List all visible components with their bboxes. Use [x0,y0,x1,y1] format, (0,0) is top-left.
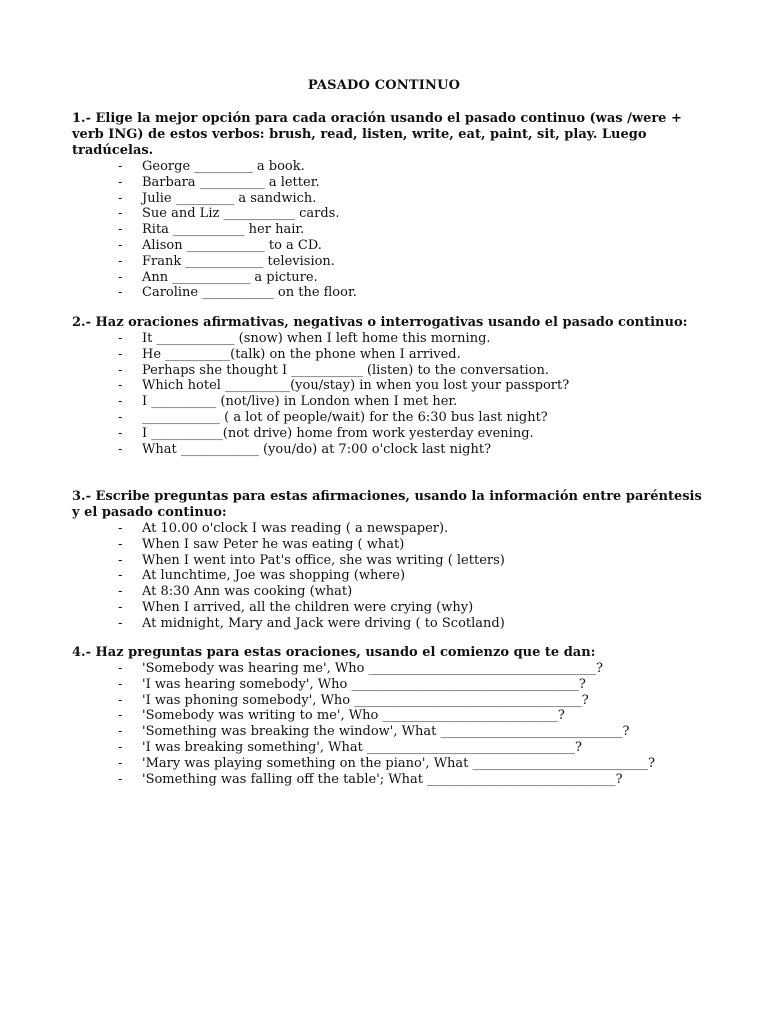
exercise-item [72,521,702,537]
exercise-1-list [72,159,702,301]
bullet-dash: - [118,206,123,222]
exercise-item [72,772,702,788]
bullet-dash: - [118,253,123,269]
exercise-2-list [72,331,702,457]
exercise-item [72,693,702,709]
exercise-item [72,270,702,286]
exercise-item-text: Alison ____________ to a CD. [142,237,322,253]
exercise-item-text: I ___________(not drive) home from work yesterday evening. [142,425,534,441]
exercise-item [72,238,702,254]
bullet-dash: - [118,661,123,676]
exercise-item-text: When I arrived, all the children were crying (why) [142,599,474,615]
exercise-4-instructions: 4.- Haz preguntas para estas oraciones, usando el comienzo que te dan: [72,645,596,660]
exercise-item-text: Barbara __________ a letter. [142,174,320,190]
bullet-dash: - [118,615,123,631]
exercise-item-text: Frank ____________ television. [142,253,335,269]
exercise-item-text: Perhaps she thought I ___________ (listen) to the conversation. [142,362,549,378]
exercise-item [72,724,702,740]
exercise-2 [72,315,702,457]
bullet-dash: - [118,285,123,301]
exercise-item [72,677,702,693]
exercise-1 [72,111,702,301]
exercise-item-text: ____________ ( a lot of people/wait) for the 6:30 bus last night? [142,409,548,425]
exercise-item-text: Caroline ___________ on the floor. [142,285,357,301]
bullet-dash: - [118,771,123,787]
bullet-dash: - [118,331,123,346]
exercise-item [72,206,702,222]
bullet-dash: - [118,755,123,771]
bullet-dash: - [118,394,123,410]
exercise-item [72,426,702,442]
bullet-dash: - [118,362,123,378]
exercise-item [72,553,702,569]
exercise-item-text: 'Somebody was writing to me', Who ___________________________? [142,708,565,724]
bullet-dash: - [118,174,123,190]
exercise-item [72,537,702,553]
exercise-item-text: When I saw Peter he was eating ( what) [142,536,405,552]
exercise-item [72,331,702,347]
exercise-item-text: Which hotel __________(you/stay) in when you lost your passport? [142,378,570,394]
bullet-dash: - [118,552,123,568]
bullet-dash: - [118,378,123,394]
document-title: PASADO CONTINUO [307,78,461,93]
exercise-item-text: At lunchtime, Joe was shopping (where) [142,568,406,584]
bullet-dash: - [118,676,123,692]
exercise-item [72,222,702,238]
exercise-item [72,600,702,616]
exercise-item [72,740,702,756]
exercise-item [72,175,702,191]
exercise-3-instructions: 3.- Escribe preguntas para estas afirmaciones, usando la información entre paréntesis y el pasado continuo: [72,489,702,520]
exercise-item [72,191,702,207]
bullet-dash: - [118,237,123,253]
exercise-1-instructions: 1.- Elige la mejor opción para cada oración usando el pasado continuo (was /were + verb ING) de estos verbos: brush, read, listen, write, eat, paint, sit, play. Luego tradúcelas. [72,111,682,158]
exercise-item-text: Ann ____________ a picture. [142,269,318,285]
bullet-dash: - [118,425,123,441]
exercise-item-text: Julie _________ a sandwich. [142,190,317,206]
bullet-dash: - [118,724,123,740]
bullet-dash: - [118,739,123,755]
bullet-dash: - [118,222,123,238]
exercise-item-text: 'Something was falling off the table'; What _____________________________? [142,771,623,787]
exercise-item [72,363,702,379]
exercise-item-text: At 8:30 Ann was cooking (what) [142,584,353,600]
exercise-item [72,708,702,724]
bullet-dash: - [118,568,123,584]
bullet-dash: - [118,441,123,457]
exercise-item-text: 'Mary was playing something on the piano', What ___________________________? [142,755,655,771]
bullet-dash: - [118,521,123,536]
exercise-item-text: 'I was hearing somebody', Who ___________________________________? [142,676,586,692]
exercise-3-list [72,521,702,632]
exercise-item-text: George _________ a book. [142,159,305,174]
exercise-item-text: 'I was phoning somebody', Who ___________________________________? [142,692,589,708]
exercise-item [72,442,702,458]
exercise-item [72,378,702,394]
exercise-item [72,756,702,772]
exercise-item-text: Rita ___________ her hair. [142,222,305,238]
bullet-dash: - [118,708,123,724]
exercise-item-text: At midnight, Mary and Jack were driving ( to Scotland) [142,615,505,631]
exercise-item [72,616,702,632]
bullet-dash: - [118,599,123,615]
exercise-item [72,285,702,301]
exercise-item-text: 'I was breaking something', What ________________________________? [142,739,582,755]
exercise-item [72,661,702,677]
exercise-item-text: At 10.00 o'clock I was reading ( a newspaper). [142,521,449,536]
bullet-dash: - [118,159,123,174]
exercise-item [72,584,702,600]
exercise-item-text: 'Somebody was hearing me', Who ___________________________________? [142,661,603,676]
exercise-item [72,568,702,584]
exercise-item [72,254,702,270]
exercise-item [72,394,702,410]
bullet-dash: - [118,190,123,206]
exercise-item [72,159,702,175]
bullet-dash: - [118,269,123,285]
exercise-item-text: He __________(talk) on the phone when I arrived. [142,346,461,362]
exercise-2-instructions: 2.- Haz oraciones afirmativas, negativas o interrogativas usando el pasado continuo: [72,315,688,330]
exercise-item-text: 'Something was breaking the window', What ____________________________? [142,724,630,740]
exercise-item [72,410,702,426]
exercise-4-list [72,661,702,787]
bullet-dash: - [118,346,123,362]
exercise-item [72,347,702,363]
exercise-item-text: I __________ (not/live) in London when I met her. [142,394,458,410]
bullet-dash: - [118,409,123,425]
exercise-3 [72,489,702,632]
exercise-item-text: When I went into Pat's office, she was writing ( letters) [142,552,505,568]
exercise-item-text: Sue and Liz ___________ cards. [142,206,340,222]
bullet-dash: - [118,584,123,600]
exercise-item-text: It ____________ (snow) when I left home this morning. [142,331,491,346]
bullet-dash: - [118,536,123,552]
exercise-item-text: What ____________ (you/do) at 7:00 o'clock last night? [142,441,492,457]
bullet-dash: - [118,692,123,708]
exercise-4 [72,645,702,787]
